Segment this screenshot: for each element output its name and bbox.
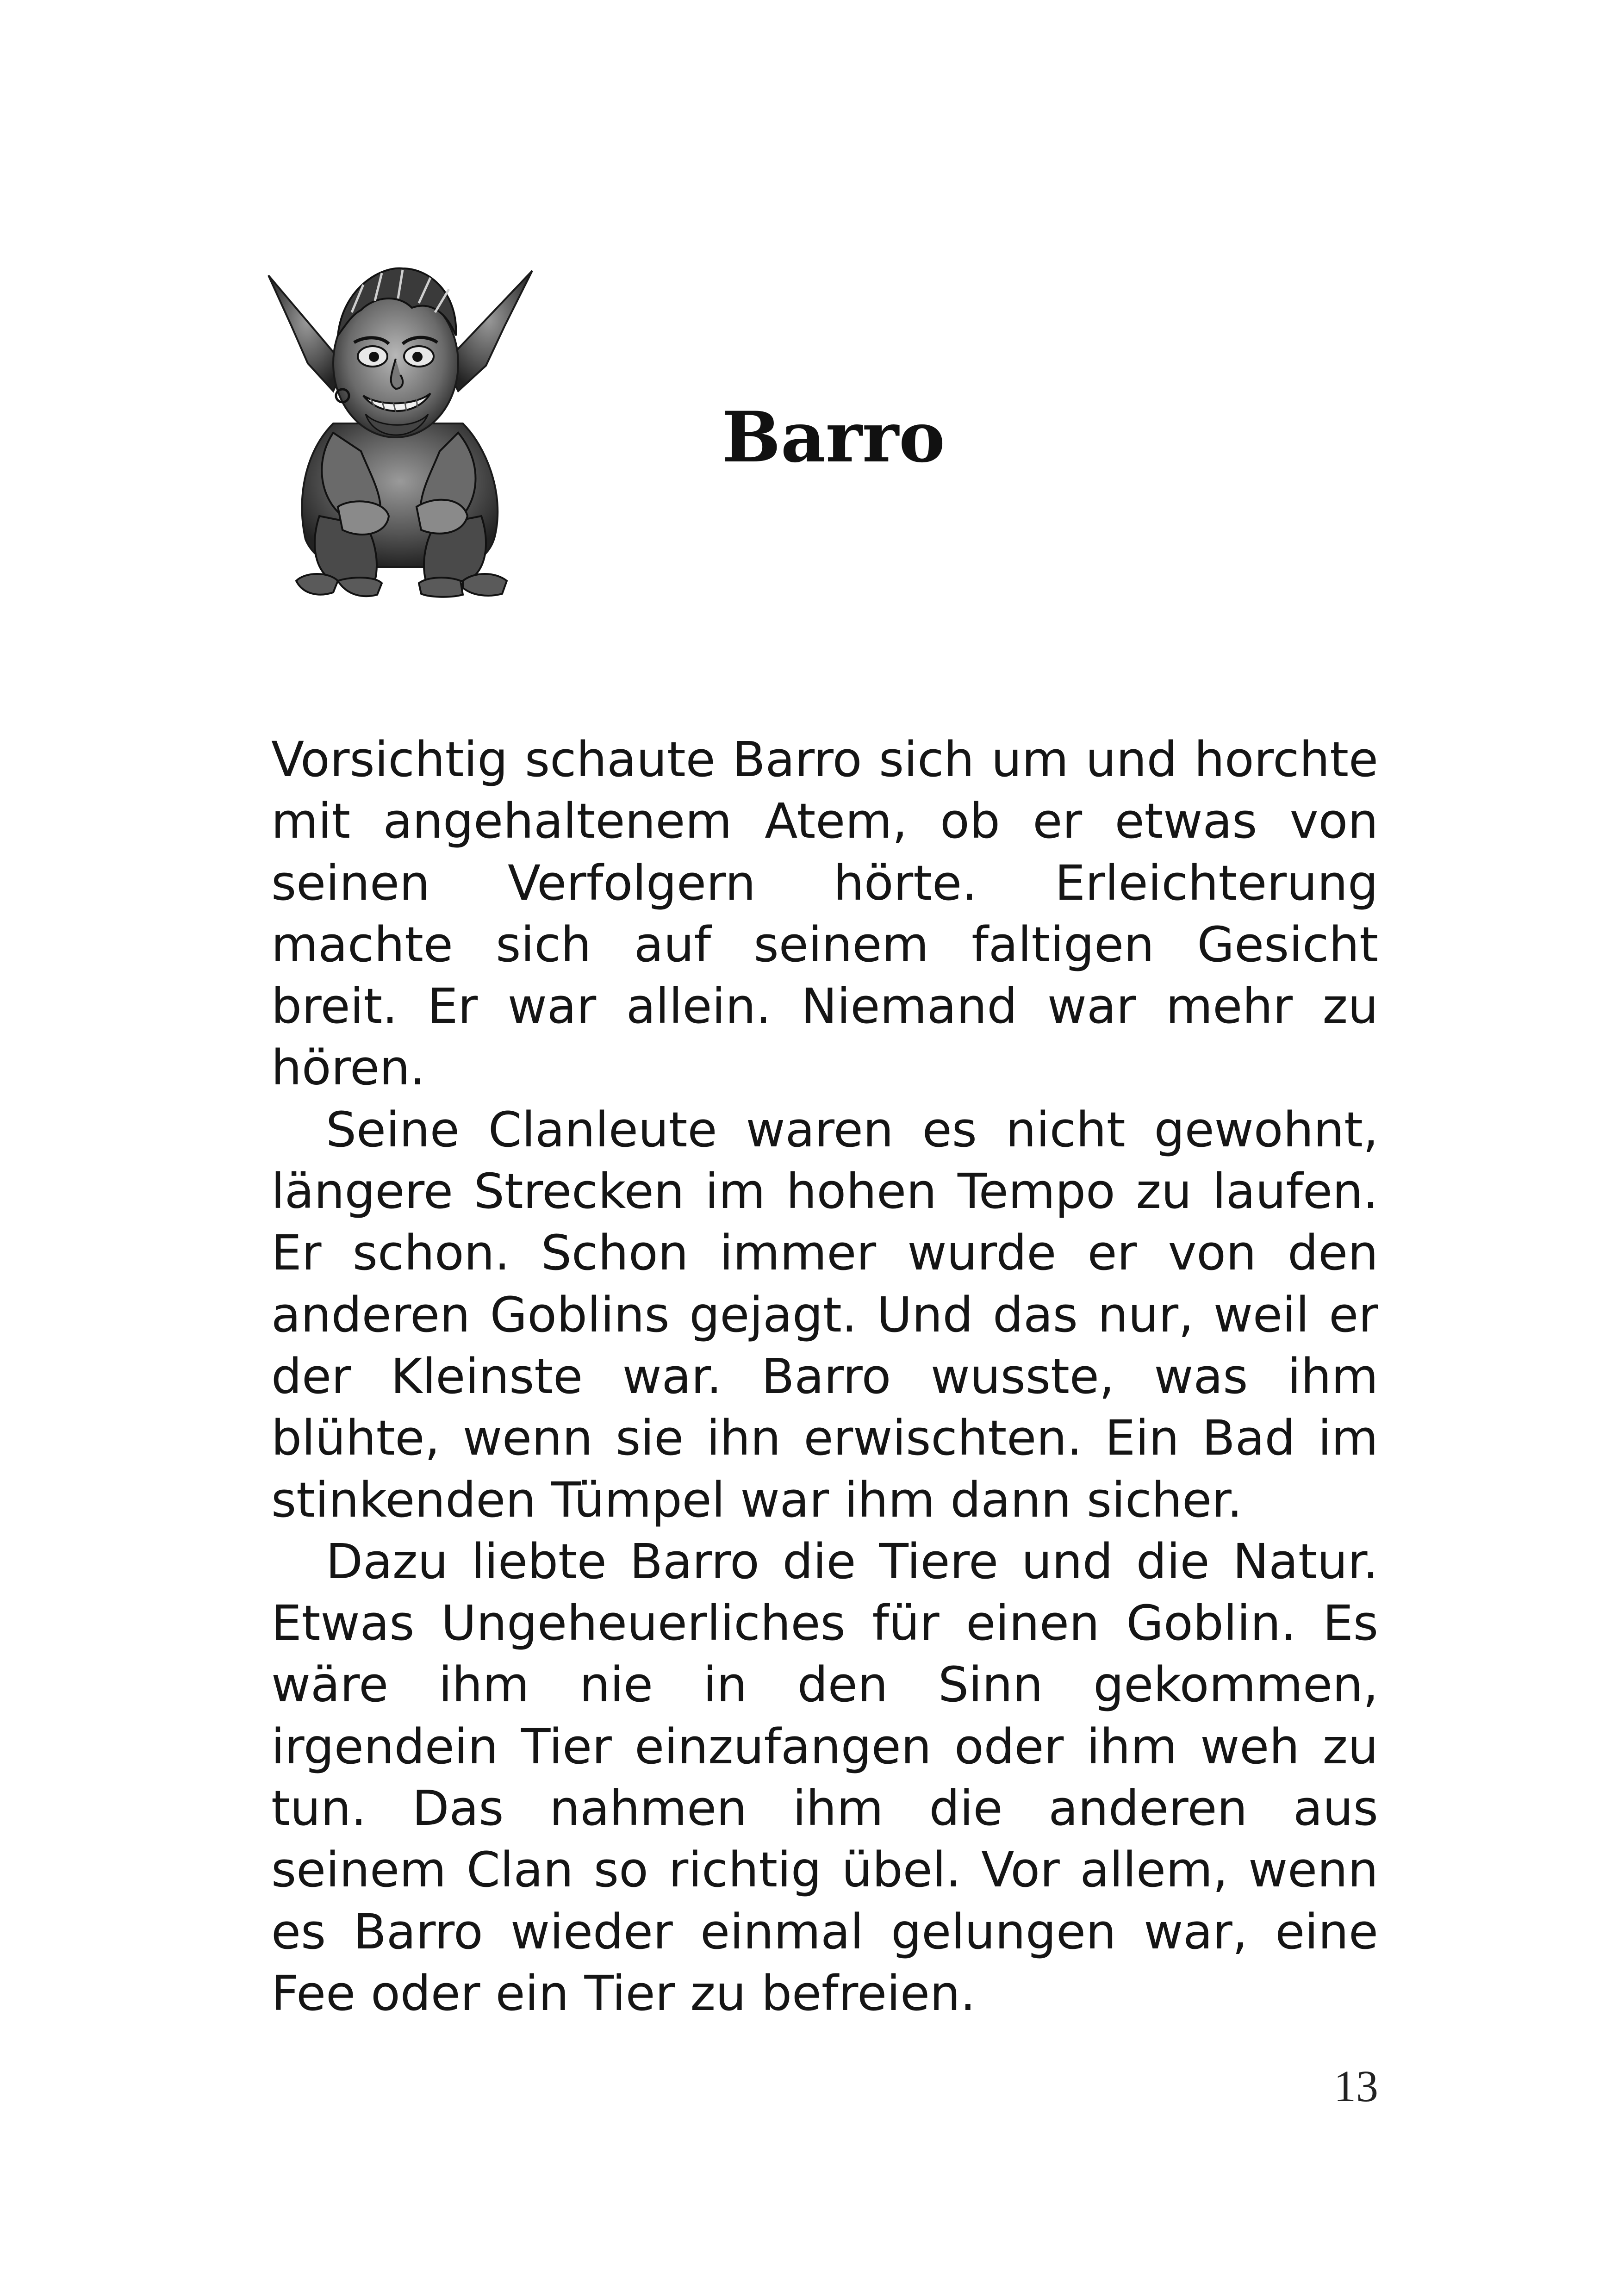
paragraph: Dazu liebte Barro die Tiere und die Natur. Etwas Ungeheuerliches für einen Goblin. Es wäre ihm nie in den Sinn gekommen, irgendein Tier einzufangen oder ihm weh zu tun. Das nahmen ihm die anderen aus seinem Clan so richtig übel. Vor allem, wenn es Barro wieder einmal gelungen war, eine Fee oder ein Tier zu befreien. (271, 1533, 1378, 2022)
chapter-body (271, 729, 1378, 2024)
page-number: 13 (1334, 2061, 1378, 2111)
paragraph: Seine Clanleute waren es nicht gewohnt, längere Strecken im hohen Tempo zu laufen. Er schon. Schon immer wurde er von den anderen Goblins gejagt. Und das nur, weil er der Kleinste war. Barro wusste, was ihm blühte, wenn sie ihn erwischten. Ein Bad im stinkenden Tümpel war ihm dann sicher. (271, 1101, 1378, 1528)
paragraph: Vorsichtig schaute Barro sich um und horchte mit angehaltenem Atem, ob er etwas von seinen Verfolgern hörte. Erleichterung machte sich auf seinem faltigen Gesicht breit. Er war allein. Niemand war mehr zu hören. (271, 731, 1378, 1096)
chapter-title: Barro (722, 397, 946, 478)
goblin-illustration (264, 257, 537, 599)
